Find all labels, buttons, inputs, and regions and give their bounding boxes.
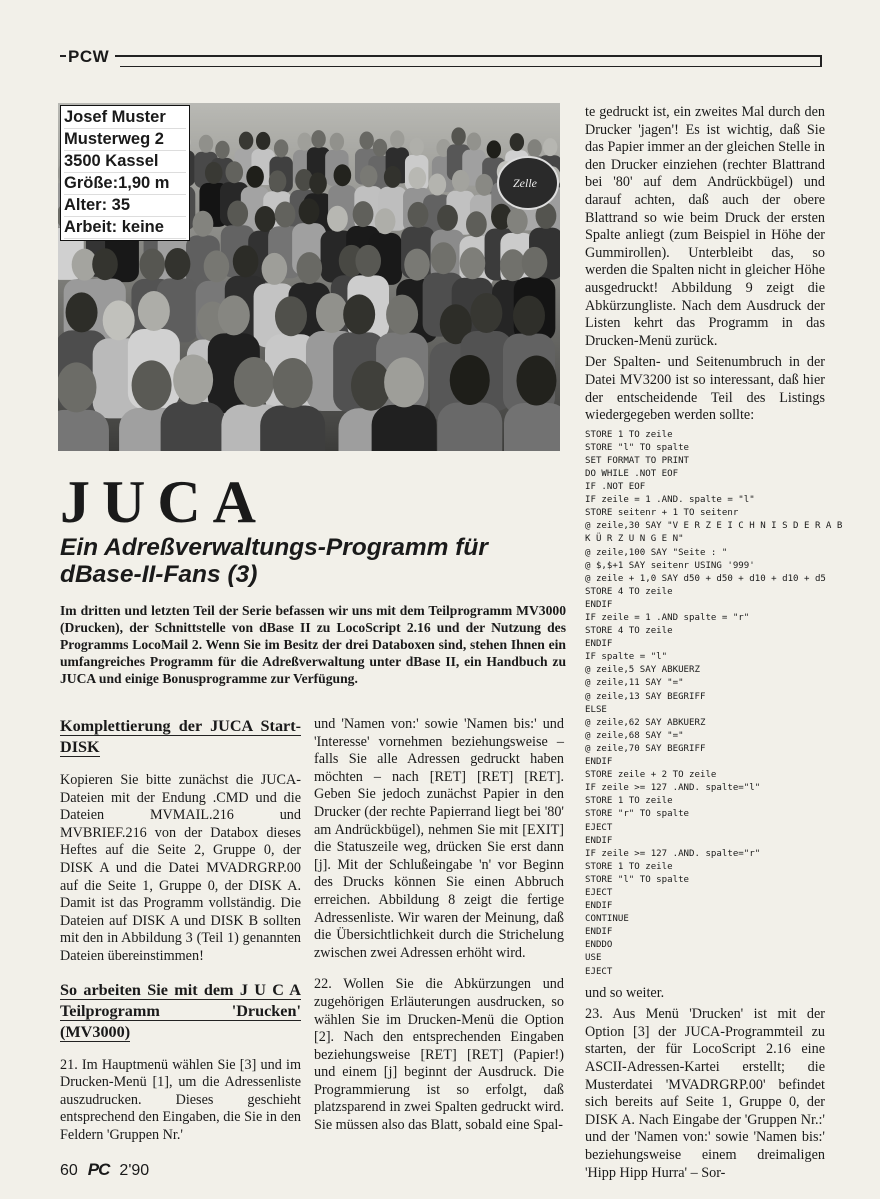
person-head xyxy=(375,208,396,234)
person-head xyxy=(360,165,378,187)
person-head xyxy=(500,249,526,281)
section-label: PCW xyxy=(66,47,115,67)
person-head xyxy=(246,166,264,188)
person-head xyxy=(355,245,381,277)
person-head xyxy=(299,198,320,224)
article-title: JUCA xyxy=(60,469,268,535)
person-head xyxy=(234,357,274,407)
section-heading xyxy=(60,716,301,758)
person-head xyxy=(225,161,243,183)
person-head xyxy=(386,295,418,335)
person-head xyxy=(273,358,313,408)
person-head xyxy=(466,211,487,237)
person-head xyxy=(543,138,557,156)
person-head xyxy=(452,170,470,192)
person-head xyxy=(311,130,325,148)
person-head xyxy=(330,133,344,151)
person-head xyxy=(450,355,490,405)
issue-number: 2'90 xyxy=(119,1162,150,1179)
page-number: 60 xyxy=(60,1162,78,1179)
person-head xyxy=(437,205,458,231)
paragraph: te gedruckt ist, ein zweites Mal durch den Drucker 'jagen'! Es ist wichtig, daß Sie das Papier immer an der gleichen Stelle in den Drucker einziehen (rechter Blattrand bei '80' auf dem Andrückbügel) und darauf achten, daß auch der obere Blattrand so wie beim Druck der ersten Spalte anliegt (zum Beispiel in Höhe der Gummirollen). Unterbleibt das, so werden die Spalten nicht in gleicher Höhe ausgedruckt! Abbildung 9 zeigt die Abkürzungliste. Nach dem Ausdruck der Listen kehrt das Programm in das Drucken-Menü zurück. xyxy=(585,104,825,349)
code-listing: STORE 1 TO zeile STORE "l" TO spalte SET FORMAT TO PRINT DO WHILE .NOT EOF IF .NOT EOF IF zeile = 1 .AND. spalte = "l" STORE seitenr + 1 TO seitenr @ zeile,30 SAY "V E R Z E I C H N I S D E R A B K Ü R Z U N G E N" @ zeile,100 SAY "Seite : " @ $,$+1 SAY seitenr USING '999' @ zeile + 1,0 SAY d50 + d50 + d10 + d10 + d5 STORE 4 TO zeile ENDIF IF zeile = 1 .AND spalte = "r" STORE 4 TO zeile ENDIF IF spalte = "l" @ zeile,5 SAY ABKUERZ @ zeile,11 SAY "=" @ zeile,13 SAY BEGRIFF ELSE @ zeile,62 SAY ABKUERZ @ zeile,68 SAY "=" @ zeile,70 SAY BEGRIFF ENDIF STORE zeile + 2 TO zeile IF zeile >= 127 .AND. spalte="l" STORE 1 TO zeile STORE "r" TO spalte EJECT ENDIF IF zeile >= 127 .AND. spalte="r" STORE 1 TO zeile STORE "l" TO spalte EJECT ENDIF CONTINUE ENDIF ENDDO USE EJECT xyxy=(585,429,843,977)
section-heading-text: So arbeiten Sie mit dem J U C A Teilprogramm 'Drucken' (MV3000) xyxy=(60,980,301,1041)
person-head xyxy=(467,133,481,151)
person-head xyxy=(274,139,288,157)
person-head xyxy=(522,247,548,279)
magazine-logo: PC xyxy=(87,1160,110,1179)
person-head xyxy=(58,362,96,412)
person-body xyxy=(437,402,502,451)
person-head xyxy=(205,162,223,184)
column-1 xyxy=(60,716,301,1155)
header-rule-end xyxy=(820,55,822,67)
person-head xyxy=(275,202,296,228)
person-head xyxy=(256,132,270,150)
person-head xyxy=(275,296,307,336)
person-head xyxy=(132,360,172,410)
caption-line: Größe:1,90 m xyxy=(64,173,186,195)
caption-line: 3500 Kassel xyxy=(64,151,186,173)
person-body xyxy=(372,405,437,451)
column-2 xyxy=(314,716,564,1145)
person-head xyxy=(527,139,541,157)
person-head xyxy=(193,211,214,237)
column-3 xyxy=(585,104,843,1192)
person-head xyxy=(138,291,170,331)
person-head xyxy=(239,132,253,150)
person-head xyxy=(429,174,447,196)
person-head xyxy=(513,296,545,336)
person-head xyxy=(384,357,424,407)
paragraph: und 'Namen von:' sowie 'Namen bis:' und 'Interesse' vornehmen beziehungsweise – falls Sie alle Adressen gedruckt haben möchten – nach [RET] [RET] [RET]. Geben Sie jedoch zunächst Papier in den Drucker (der rechte Papierrand liegt bei '80' am Andrückbügel), nehmen Sie mit [EXIT] die Statuszeile weg, drücken Sie erst dann [j]. Mit der Schlußeingabe 'n' vor Beginn des Drucks können Sie einen Abbruch erreichen. Abbildung 8 zeigt die fertige Adressenliste. Wir waren der Meinung, daß die Übersichtlichkeit durch die Strichelung zwischen zwei Adressen erhöht wird. xyxy=(314,716,564,961)
person-head xyxy=(316,293,348,333)
person-head xyxy=(470,293,502,333)
person-head xyxy=(269,170,287,192)
person-body xyxy=(161,402,226,451)
person-head xyxy=(66,292,98,332)
person-head xyxy=(359,132,373,150)
person-head xyxy=(297,133,311,151)
header-rule xyxy=(60,55,822,57)
photo-caption xyxy=(60,105,190,241)
person-body xyxy=(504,403,560,451)
person-head xyxy=(92,248,118,280)
person-head xyxy=(334,164,352,186)
person-head xyxy=(255,206,276,232)
person-head xyxy=(327,206,348,232)
person-head xyxy=(408,202,429,228)
caption-line: Alter: 35 xyxy=(64,195,186,217)
person-head xyxy=(409,138,423,156)
person-head xyxy=(103,300,135,340)
person-head xyxy=(173,355,213,405)
paragraph: 22. Wollen Sie die Abkürzungen und zugehörigen Erläuterungen ausdrucken, so wählen Sie im Drucken-Menü die Option [2]. Nach den entsprechenden Eingaben beziehungsweise [RET] [RET] (Papier!) und einem [j] beginnt der Ausdruck. Die Programmierung ist so erfolgt, daß platzsparend in zwei Spalten gedruckt wird. Sie müssen also das Blatt, sobald eine Spal- xyxy=(314,976,564,1134)
person-head xyxy=(233,245,259,277)
person-head xyxy=(353,201,374,227)
paragraph: Der Spalten- und Seitenumbruch in der Datei MV3200 ist so interessant, daß hier der entscheidende Teil des Listings wiedergegeben werden sollte: xyxy=(585,354,825,424)
person-head xyxy=(262,253,288,285)
person-head xyxy=(451,127,465,145)
person-head xyxy=(507,208,528,234)
caption-line: Musterweg 2 xyxy=(64,129,186,151)
person-head xyxy=(373,139,387,157)
person-head xyxy=(510,133,524,151)
person-head xyxy=(227,200,248,226)
paragraph: 21. Im Hauptmenü wählen Sie [3] und im Drucken-Menü [1], um die Adressenliste auszudrucken. Dieses geschieht entsprechend den Eingaben, die Sie in den Feldern 'Gruppen Nr.' xyxy=(60,1056,301,1143)
person-head xyxy=(460,247,486,279)
page-footer xyxy=(60,1160,149,1180)
paragraph: 23. Aus Menü 'Drucken' ist mit der Option [3] der JUCA-Programmteil zu starten, der für LocoScript 2.16 eine ASCII-Adressen-Kartei erstellt; die Musterdatei 'MVADRGRP.00' befindet sich bereits auf Seite 1, Gruppe 0, der DISK A. Nach Eingabe der 'Gruppen Nr.:' und der 'Namen von:' sowie 'Namen bis:' beziehungsweise einem dreimaligen 'Hipp Hipp Hurra' – Sor- xyxy=(585,1006,825,1181)
article-subtitle: Ein Adreßverwaltungs-Programm für dBase-II-Fans (3) xyxy=(60,534,488,588)
person-head xyxy=(516,355,556,405)
person-head xyxy=(343,294,375,334)
person-head xyxy=(309,172,327,194)
header-rule-bottom xyxy=(120,66,822,67)
person-head xyxy=(199,135,213,153)
person-head xyxy=(404,249,430,281)
person-head xyxy=(487,140,501,158)
person-body xyxy=(260,405,325,451)
person-head xyxy=(409,167,427,189)
person-head xyxy=(431,242,457,274)
person-head xyxy=(475,174,493,196)
paragraph: und so weiter. xyxy=(585,984,665,1001)
person-head xyxy=(384,166,402,188)
caption-line: Josef Muster xyxy=(64,107,186,129)
section-heading-text: Komplettierung der JUCA Start-DISK xyxy=(60,717,301,756)
person-head xyxy=(165,248,191,280)
person-head xyxy=(297,252,323,284)
section-heading xyxy=(60,980,301,1043)
person-head xyxy=(218,295,250,335)
person-body xyxy=(58,410,109,451)
paragraph: Kopieren Sie bitte zunächst die JUCA-Dateien mit der Endung .CMD und die Dateien MVMAIL.216 und MVBRIEF.216 von der Databox dieses Heftes auf die Seite 2, Gruppe 0, der DISK A und die Datei MVADRGRP.00 auf die Seite 1, Gruppe 0, der DISK A. Damit ist das Programm vollständig. Die Dateien auf DISK A und DISK B sollten mit den in Abbildung 3 (Teil 1) genannten Dateien übereinstimmen! xyxy=(60,772,301,964)
person-head xyxy=(390,130,404,148)
person-head xyxy=(139,249,165,281)
caption-line: Arbeit: keine xyxy=(64,217,186,239)
article-intro: Im dritten und letzten Teil der Serie befassen wir uns mit dem Teilprogramm MV3000 (Drucken), der Schnittstelle von dBase II zu LocoScript 2.16 und der Nutzung des Programms LocoMail 2. Wenn Sie im Besitz der drei Databoxen sind, stehen Ihnen ein umfangreiches Programm für die Adreßverwaltung unter dBase II, ein Handbuch zu JUCA und einige Bonusprogramme zur Verfügung. xyxy=(60,603,566,686)
person-head xyxy=(215,141,229,159)
shop-sign-text: Zelle xyxy=(513,176,537,190)
person-head xyxy=(204,250,230,282)
